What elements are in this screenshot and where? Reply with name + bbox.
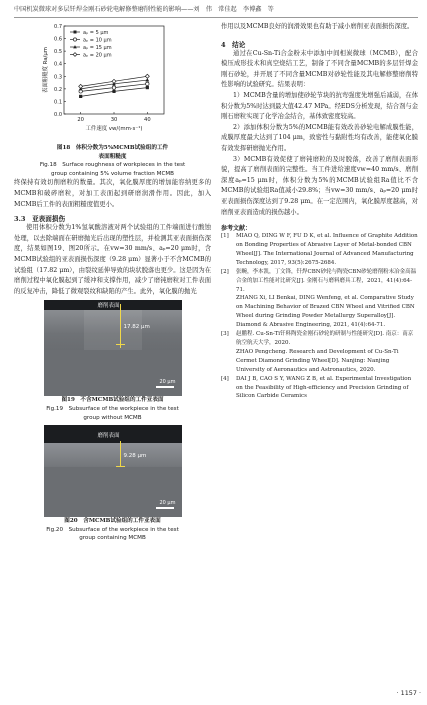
- reference-number: [221, 294, 236, 330]
- data-point: [79, 95, 82, 98]
- y-axis-label: 表面粗糙度 Ra/μm: [43, 46, 49, 94]
- fig18-chart: [14, 22, 211, 140]
- data-point: [112, 79, 116, 83]
- y-tick-label: 0.2: [54, 86, 62, 93]
- running-header-text: 中国机炭微球对多层钎焊金刚石砂轮电解修整磨削性能的影响——刘 伟 常佳起 李博鑫 等: [14, 6, 274, 13]
- section-4-heading: 4 结论: [221, 40, 246, 49]
- fig18-caption-cn: 图18 体积分数为5%MCMB试验组的工件: [56, 145, 169, 151]
- left-para-1: 终保持有效切削磨粒的数量。其次，氧化膜厚度的增加能容纳更多的MCMB和破碎磨粒，对加工表面起到研磨润滑作用。因此，加入MCMB后工件的表面粗糙度值更小。: [14, 179, 211, 208]
- data-point: [79, 84, 83, 88]
- reference-item: [221, 232, 418, 268]
- fig19-micrograph: [44, 300, 182, 396]
- fig20-depth-label: 9.28 μm: [123, 453, 147, 460]
- reference-text: DAI J B, CAO S Y, WANG Z B, et al. Experimental Investigation on the Feasibility of High-efficiency and Precision Grinding of Silicon Carbide Ceramics: [236, 375, 412, 400]
- y-tick-label: 0.0: [54, 112, 62, 118]
- y-tick-label: 0.5: [54, 49, 62, 56]
- reference-number: [3]: [221, 331, 229, 338]
- conclusion-3: 3）MCMB有效促使了磨钝磨粒的及时脱落，改善了磨削表面形貌，提高了磨削表面的完整性。当工件进给速度vw=40 mm/s、磨削深度aₚ=15 μm时，体积分数为5%的MCMB试验组Ra值比不含MCMB的试验组Ra值减小29.8%；当vw=30 mm/s、aₚ=20 μm时亚表面损伤深度达到了9.28 μm。在一定范围内，氧化膜厚度越高，对磨削亚表面造成的损伤越小。: [221, 155, 418, 216]
- right-para-0: 作用以及MCMB良好的润滑效果也有助于减小磨削亚表面损伤深度。: [221, 23, 414, 30]
- data-point: [145, 74, 149, 78]
- fig20-caption-en2: group containing MCMB: [79, 535, 146, 542]
- fig19-scale-bar: 20 μm: [159, 379, 176, 386]
- reference-text: ZHANG Xi, LI Benkai, DING Wenfeng, et al. Comparative Study on Machining Behavior of Brazed CBN Wheel and Vitrified CBN Wheel during Grinding Powder Metallurgy Superalloy[J]. Diamond & Abrasive Engineering, 2021, 41(4):64-71.: [236, 295, 415, 329]
- reference-text: ZHAO Pengcheng. Research and Development of Cu-Sn-Ti Cermet Diamond Grinding Wheel[D]. Nanjing: Nanjing University of Aeronautics and Astronautics, 2020.: [236, 348, 399, 373]
- reference-number: [4]: [221, 375, 229, 382]
- section-3-3-heading: 3.3 亚表面损伤: [14, 215, 66, 224]
- right-column: [221, 22, 418, 401]
- conclusion-2: 2）添加体积分数为5%的MCMB能有效改善砂轮电解成膜性能，成膜厚度最大达到了104 μm，致密性与黏附性均有改善，能使氧化膜有效发挥研磨抛光作用。: [221, 123, 418, 152]
- legend-label: aₚ = 5 μm: [83, 29, 109, 36]
- conclusion-1: 1）MCMB含量的增加使砂轮节块的抗弯强度先增强后减弱，在体积分数为5%时达到最大值42.47 MPa。经EDS分析发现，结合剂与金刚石磨粒实现了化学冶金结合，基体致密度较高。: [221, 91, 418, 121]
- fig20-scale-bar: 20 μm: [159, 500, 176, 507]
- running-header: [14, 4, 418, 18]
- legend-label: aₚ = 20 μm: [83, 52, 112, 59]
- reference-item: [221, 348, 418, 375]
- data-point: [112, 90, 115, 93]
- fig19-caption-cn: 图19 不含MCMB试验组的工件亚表面: [61, 397, 164, 404]
- references-heading: 参考文献：: [221, 225, 252, 233]
- y-tick-label: 0.7: [54, 24, 62, 30]
- reference-item: [221, 375, 418, 402]
- data-point: [146, 82, 149, 85]
- x-tick-label: 20: [77, 117, 84, 123]
- page-number: · 1157 ·: [396, 689, 421, 697]
- reference-item: [221, 268, 418, 295]
- reference-text: 张畹，李本凯，丁文锋，钎焊CBN砂轮与陶瓷CBN砂轮磨削粉末冶金高温合金的加工性能对比研究[J]. 金刚石与磨料磨具工程，2021，41(4):64-71.: [236, 268, 417, 293]
- fig19-depth-label: 17.82 μm: [123, 324, 150, 331]
- left-column: [14, 22, 211, 543]
- fig18-caption-en2: group containing 5% volume fraction MCMB: [50, 170, 175, 177]
- fig19-caption-en: Fig.19 Subsurface of the workpiece in the test: [46, 405, 179, 412]
- fig20-caption-cn: 图20 含MCMB试验组的工件亚表面: [64, 518, 161, 525]
- x-tick-label: 30: [110, 117, 118, 123]
- reference-text: 赵鹏程. Cu-Sn-Ti钎料陶瓷金刚石砂轮的研制与性能研究[D]. 南京：南京航空航天大学，2020.: [236, 331, 414, 346]
- x-axis-label: 工件速度 vw/(mm·s⁻¹): [85, 126, 143, 132]
- legend-label: aₚ = 15 μm: [83, 44, 112, 51]
- y-tick-label: 0.4: [54, 61, 62, 68]
- y-tick-label: 0.1: [54, 99, 62, 106]
- data-point: [112, 86, 115, 89]
- fig19-caption-en2: group without MCMB: [83, 414, 142, 421]
- x-tick-label: 40: [144, 117, 151, 123]
- legend-label: aₚ = 10 μm: [83, 37, 112, 44]
- reference-number: [2]: [221, 268, 229, 275]
- fig20-surface-label: 磨削表面: [97, 433, 120, 440]
- reference-text: MIAO Q, DING W F, FU D K, et al. Influence of Graphite Addition on Bonding Properties of Abrasive Layer of Metal-bonded CBN Wheel[J]. The International Journal of Advanced Manufacturing Technology, 2017, 93(5):2675-2684.: [236, 233, 418, 266]
- references-list: [221, 232, 418, 401]
- legend-marker: [74, 31, 77, 34]
- fig20-micrograph: [44, 425, 182, 517]
- legend-marker: [73, 53, 77, 57]
- reference-number: [221, 348, 236, 375]
- reference-item: [221, 330, 418, 348]
- fig18-caption-en: Fig.18 Surface roughness of workpieces in the test: [39, 162, 186, 169]
- fig18-caption-cn2: 表面粗糙度: [98, 153, 127, 160]
- reference-number: [1]: [221, 233, 229, 240]
- y-tick-label: 0.3: [54, 74, 62, 81]
- legend-marker: [73, 38, 76, 41]
- fig19-surface-label: 磨削表面: [97, 303, 120, 310]
- y-tick-label: 0.6: [54, 36, 62, 43]
- left-para-2: 使用体积分数为1%氢氧酸溶液对两个试验组的工件端面进行酸蚀处理，以去除端面在研磨抛光后出现的塑性层，并检测其亚表面损伤深度，结果如图19、图20所示。在vw=30 mm/s、aₚ=20 μm时，含MCMB试验组的亚表面损伤深度（9.28 μm）显著小于不含MCMB的试验组（17.82 μm），由裂纹延伸导致的块状脱落也更少。这是因为在磨削过程中氧化膜起到了缓冲和支撑作用，减少了磨钝磨粒对工件表面的反复冲击，降低了微观裂纹和缺陷的产生。此外，氧化膜的抛光: [14, 224, 211, 295]
- fig20-caption-en: Fig.20 Subsurface of the workpiece in the test: [46, 526, 179, 533]
- data-point: [146, 86, 149, 89]
- conclusion-intro: 通过在Cu-Sn-Ti合金粉末中添加中间相炭微球（MCMB），配合模压成形技术和真空烧结工艺，制备了不同含量MCMB的多层钎焊金刚石砂轮，并开展了不同含量MCMB对砂轮性能及其电解修整磨削特性影响的试验研究。结果表明：: [221, 49, 418, 89]
- reference-item: [221, 294, 418, 330]
